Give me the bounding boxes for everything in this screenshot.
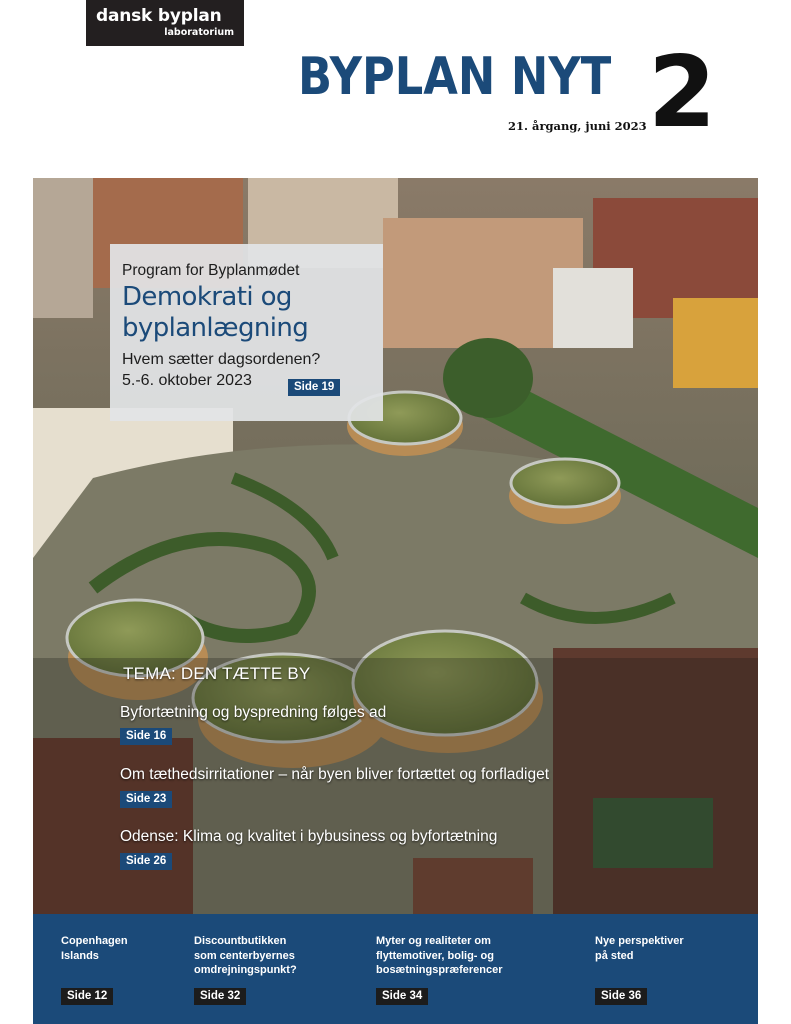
promo-page-tag[interactable]: Side 19 xyxy=(288,379,340,396)
promo-question: Hvem sætter dagsordenen? xyxy=(122,351,321,368)
article-page-tag-1[interactable]: Side 16 xyxy=(120,728,172,745)
article-title-1[interactable]: Byfortætning og byspredning følges ad xyxy=(120,704,387,721)
promo-kicker: Program for Byplanmødet xyxy=(122,262,300,279)
logo-line-1: dansk byplan xyxy=(96,6,222,26)
article-title-3[interactable]: Odense: Klima og kvalitet i bybusiness og byfortætning xyxy=(120,828,498,845)
cover-photo xyxy=(33,178,758,914)
publisher-logo xyxy=(86,0,244,46)
article-page-tag-2[interactable]: Side 23 xyxy=(120,791,172,808)
feature-page-tag-3[interactable]: Side 34 xyxy=(376,988,428,1005)
feature-title-3[interactable]: Myter og realiteter om flyttemotiver, bolig- og bosætningspræferencer xyxy=(376,935,503,976)
feature-page-tag-2[interactable]: Side 32 xyxy=(194,988,246,1005)
logo-line-2: laboratorium xyxy=(164,27,234,38)
issue-date: 21. årgang, juni 2023 xyxy=(508,119,647,133)
bottom-features-band xyxy=(33,914,758,1024)
feature-title-2[interactable]: Discountbutikken som centerbyernes omdrejningspunkt? xyxy=(194,935,297,976)
promo-dates: 5.-6. oktober 2023 xyxy=(122,372,252,389)
article-page-tag-3[interactable]: Side 26 xyxy=(120,853,172,870)
feature-title-4[interactable]: Nye perspektiver på sted xyxy=(595,935,684,962)
issue-number: 2 xyxy=(648,36,717,150)
magazine-title: BYPLAN NYT xyxy=(298,47,612,107)
theme-heading: TEMA: DEN TÆTTE BY xyxy=(123,664,311,683)
feature-page-tag-1[interactable]: Side 12 xyxy=(61,988,113,1005)
article-title-2[interactable]: Om tæthedsirritationer – når byen bliver fortættet og forfladiget xyxy=(120,766,550,783)
feature-page-tag-4[interactable]: Side 36 xyxy=(595,988,647,1005)
feature-title-1[interactable]: Copenhagen Islands xyxy=(61,935,128,962)
promo-headline: Demokrati og byplanlægning xyxy=(122,282,309,343)
promo-box[interactable] xyxy=(110,244,383,421)
